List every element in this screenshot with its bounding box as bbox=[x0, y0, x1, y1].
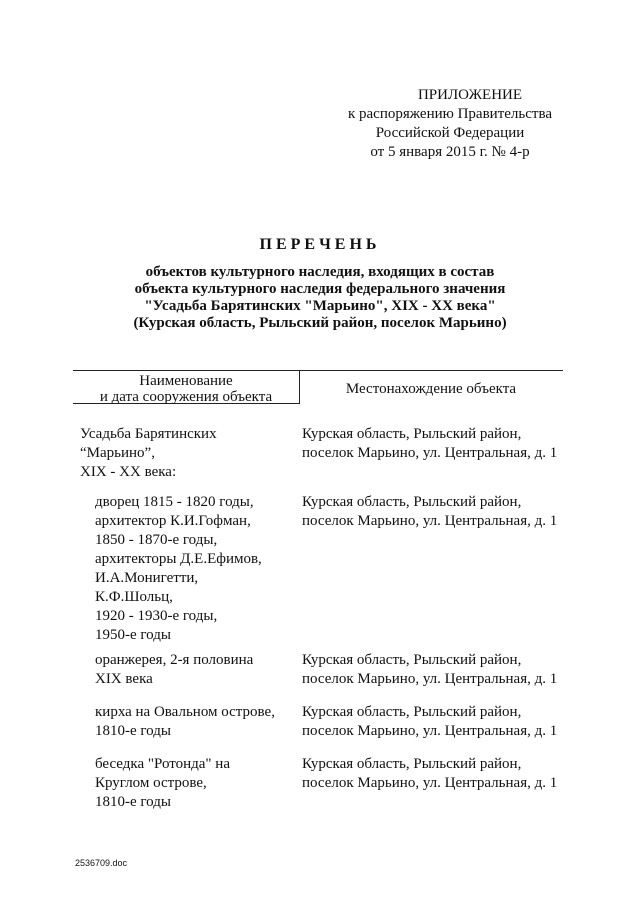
object-name-line: архитектор К.И.Гофман, bbox=[95, 513, 251, 529]
object-location-line: Курская область, Рыльский район, bbox=[302, 652, 522, 668]
object-location-line: поселок Марьино, ул. Центральная, д. 1 bbox=[302, 513, 558, 529]
object-name-line: Усадьба Барятинских bbox=[80, 426, 217, 442]
object-location bbox=[302, 703, 557, 741]
appendix-line: Российской Федерации bbox=[375, 125, 525, 141]
object-location-line: Курская область, Рыльский район, bbox=[302, 704, 522, 720]
object-name bbox=[95, 493, 262, 645]
subtitle-line: (Курская область, Рыльский район, поселок Марьино) bbox=[133, 315, 507, 331]
object-name-line: архитекторы Д.Е.Ефимов, bbox=[95, 551, 262, 567]
object-location-line: Курская область, Рыльский район, bbox=[302, 756, 522, 772]
object-name-line: К.Ф.Шольц, bbox=[95, 589, 173, 605]
object-name-line: 1920 - 1930-е годы, bbox=[95, 608, 218, 624]
subtitle-line: объекта культурного наследия федерального значения bbox=[134, 281, 506, 297]
object-location-line: поселок Марьино, ул. Центральная, д. 1 bbox=[302, 445, 558, 461]
file-name-footer: 2536709.doc bbox=[75, 858, 128, 868]
object-location-line: поселок Марьино, ул. Центральная, д. 1 bbox=[302, 723, 558, 739]
object-name-line: оранжерея, 2-я половина bbox=[95, 652, 254, 668]
object-name bbox=[80, 425, 217, 482]
subtitle-line: "Усадьба Барятинских "Марьино", XIX - XX века" bbox=[144, 298, 496, 314]
object-location-line: Курская область, Рыльский район, bbox=[302, 494, 522, 510]
appendix-heading: ПРИЛОЖЕНИЕ bbox=[417, 87, 523, 103]
object-location bbox=[302, 755, 557, 793]
object-name-line: XIX века bbox=[95, 671, 153, 687]
object-name-line: 1850 - 1870-е годы, bbox=[95, 532, 218, 548]
appendix-block bbox=[330, 86, 570, 162]
object-name-line: кирха на Овальном острове, bbox=[95, 704, 275, 720]
object-name bbox=[95, 651, 253, 689]
document-title: ПЕРЕЧЕНЬ bbox=[259, 236, 381, 253]
object-name-line: беседка "Ротонда" на bbox=[95, 756, 230, 772]
object-location-line: поселок Марьино, ул. Центральная, д. 1 bbox=[302, 775, 558, 791]
appendix-line: к распоряжению Правительства bbox=[347, 106, 552, 122]
object-name-line: “Марьино”, bbox=[80, 445, 155, 461]
object-location-line: поселок Марьино, ул. Центральная, д. 1 bbox=[302, 671, 558, 687]
column-header-line: и дата сооружения объекта bbox=[99, 389, 273, 405]
table-top-rule bbox=[73, 370, 563, 371]
column-header-location: Местонахождение объекта bbox=[345, 381, 517, 397]
object-location bbox=[302, 493, 557, 531]
object-location bbox=[302, 651, 557, 689]
appendix-date: от 5 января 2015 г. № 4-р bbox=[370, 144, 530, 160]
object-name-line: дворец 1815 - 1820 годы, bbox=[95, 494, 254, 510]
object-name bbox=[95, 703, 275, 741]
object-name-line: XIX - XX века: bbox=[80, 464, 177, 480]
subtitle-line: объектов культурного наследия, входящих в состав bbox=[145, 264, 495, 280]
document-subtitle bbox=[0, 264, 640, 332]
object-name-line: 1810-е годы bbox=[95, 723, 171, 739]
object-location-line: Курская область, Рыльский район, bbox=[302, 426, 522, 442]
object-location bbox=[302, 425, 557, 463]
column-header-name bbox=[73, 373, 299, 405]
object-name-line: И.А.Монигетти, bbox=[95, 570, 199, 586]
object-name-line: 1810-е годы bbox=[95, 794, 171, 810]
object-name-line: Круглом острове, bbox=[95, 775, 207, 791]
object-name-line: 1950-е годы bbox=[95, 627, 171, 643]
column-header-line: Наименование bbox=[139, 373, 233, 389]
object-name bbox=[95, 755, 230, 812]
